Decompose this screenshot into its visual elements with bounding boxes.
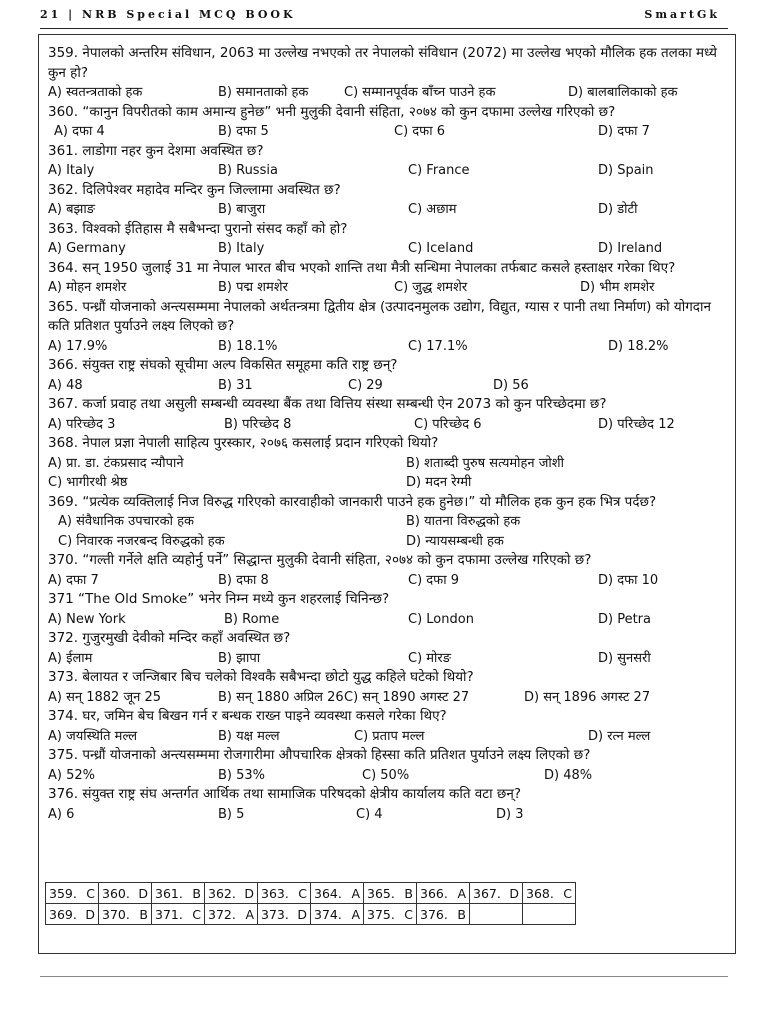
question-text: 367. कर्जा प्रवाह तथा असुली सम्बन्धी व्यवस्था बैंक तथा वित्तिय संस्था सम्बन्धी ऐन 2073 को कुन परिच्छेदमा छ? xyxy=(48,396,607,412)
option-b: B) शताब्दी पुरुष सत्यमोहन जोशी xyxy=(406,455,564,471)
question-text: 365. पन्ध्रौं योजनाको अन्त्यसम्ममा नेपालको अर्थतन्त्रमा द्वितीय क्षेत्र (उत्पादनमुलक उद्योग, विद्युत, ग्यास र पानी तथा निर्माण) को योगदान कति प्रतिशत पुर्याउने लक्ष्य लिएको छ? xyxy=(48,298,711,334)
option-d: D) डोटी xyxy=(598,202,638,217)
answer-cell xyxy=(99,904,152,925)
answer-question-number: 363. xyxy=(261,885,289,901)
option-a: A) जयस्थिति मल्ल xyxy=(48,728,138,744)
option-a: A) ईलाम xyxy=(48,650,93,666)
question-text: 370. “गल्ती गर्नेले क्षति व्यहोर्नु पर्ने” सिद्धान्त मुलुकी देवानी संहिता, २०७४ को कुन दफामा उल्लेख गरिएको छ? xyxy=(48,552,592,568)
answer-question-number: 370. xyxy=(102,906,130,922)
answer-question-number: 360. xyxy=(102,885,130,901)
option-d: D) 56 xyxy=(493,377,529,393)
options-row xyxy=(48,161,730,181)
question-text: 366. संयुक्त राष्ट्र संघको सूचीमा अल्प विकसित समूहमा कति राष्ट्र छन्? xyxy=(48,357,398,373)
option-a: A) मोहन शमशेर xyxy=(48,280,127,295)
question-text: 360. “कानुन विपरीतको काम अमान्य हुनेछ” भनी मुलुकी देवानी संहिता, २०७४ को कुन दफामा उल्लेख गरिएको छ? xyxy=(48,103,616,120)
option-b: B) पद्म शमशेर xyxy=(218,280,288,295)
question-text: 362. दिलिपेश्वर महादेव मन्दिर कुन जिल्लामा अवस्थित छ? xyxy=(48,181,341,198)
answer-cell xyxy=(152,904,205,925)
answer-letter: B xyxy=(457,906,466,922)
answer-question-number: 365. xyxy=(367,885,395,901)
answer-row xyxy=(46,883,576,904)
option-a: A) 6 xyxy=(48,806,75,822)
answer-letter: D xyxy=(244,885,254,901)
answer-question-number: 362. xyxy=(208,885,236,901)
option-c: C) Iceland xyxy=(408,241,474,256)
question-block xyxy=(48,220,730,259)
options-row xyxy=(48,278,730,298)
option-d: D) सन् 1896 अगस्ट 27 xyxy=(524,689,651,705)
option-a: A) Italy xyxy=(48,163,95,178)
option-b: B) 5 xyxy=(218,806,245,822)
option-b: B) यक्ष मल्ल xyxy=(218,728,280,744)
option-a: A) संवैधानिक उपचारको हक xyxy=(58,514,194,529)
question-text: 359. नेपालको अन्तरिम संविधान, 2063 मा उल्लेख नभएको तर नेपालको संविधान (2072) मा उल्लेख भएको मौलिक हक तलका मध्ये कुन हो? xyxy=(48,45,717,81)
question-block xyxy=(48,493,730,552)
answer-question-number: 373. xyxy=(261,906,289,922)
option-c: C) जुद्ध शमशेर xyxy=(394,280,468,295)
question-block xyxy=(48,298,730,357)
option-c: C) London xyxy=(408,611,474,627)
answer-question-number: 364. xyxy=(314,885,342,901)
question-block xyxy=(48,434,730,493)
option-d: D) दफा 10 xyxy=(598,572,659,588)
footer-rule xyxy=(40,976,728,977)
option-d: D) मदन रेग्मी xyxy=(406,475,472,490)
option-c: C) दफा 6 xyxy=(394,124,445,139)
option-b: B) Russia xyxy=(218,163,278,178)
option-c: C) France xyxy=(408,163,470,178)
option-c: C) भागीरथी श्रेष्ठ xyxy=(48,475,128,490)
option-c: C) अछाम xyxy=(408,202,457,217)
answer-cell xyxy=(470,904,523,925)
question-block xyxy=(48,746,730,785)
option-d: D) परिच्छेद 12 xyxy=(598,416,675,432)
option-a: A) New York xyxy=(48,611,126,627)
question-text: 368. नेपाल प्रज्ञा नेपाली साहित्य पुरस्कार, २०७६ कसलाई प्रदान गरिएको थियो? xyxy=(48,435,439,451)
option-b: B) 31 xyxy=(218,377,253,393)
answer-question-number: 361. xyxy=(155,885,183,901)
answer-letter: C xyxy=(298,885,307,901)
question-text: 364. सन् 1950 जुलाई 31 मा नेपाल भारत बीच भएको शान्ति तथा मैत्री सन्धिमा नेपालका तर्फबाट कसले हस्ताक्षर गरेका थिए? xyxy=(48,259,676,276)
options-row xyxy=(48,688,730,708)
option-b: B) परिच्छेद 8 xyxy=(224,416,292,432)
question-text: 369. “प्रत्येक व्यक्तिलाई निज विरुद्ध गरिएको कारवाहीको जानकारी पाउने हक हुनेछ।” यो मौलिक हक कुन हक भित्र पर्दछ? xyxy=(48,493,657,510)
answer-cell xyxy=(523,883,576,904)
options-row xyxy=(48,805,730,825)
option-d: D) दफा 7 xyxy=(598,124,650,139)
options-row xyxy=(48,727,730,747)
header-rule xyxy=(40,28,728,29)
question-text: 361. लाडोगा नहर कुन देशमा अवस्थित छ? xyxy=(48,142,264,159)
option-c: C) 50% xyxy=(362,767,410,783)
answer-cell xyxy=(311,904,364,925)
option-d: D) भीम शमशेर xyxy=(580,280,655,295)
answer-question-number: 374. xyxy=(314,906,342,922)
question-block xyxy=(48,668,730,707)
options-row xyxy=(48,83,730,103)
brand-name: SmartGk xyxy=(644,8,720,21)
option-a: A) सन् 1882 जून 25 xyxy=(48,689,161,705)
answer-cell xyxy=(417,904,470,925)
option-b: B) झापा xyxy=(218,650,261,666)
question-block xyxy=(48,629,730,668)
answer-question-number: 369. xyxy=(49,906,77,922)
option-c: C) परिच्छेद 6 xyxy=(414,416,482,432)
answer-cell xyxy=(99,883,152,904)
option-b: B) Italy xyxy=(218,241,265,256)
answer-cell xyxy=(364,904,417,925)
options-row xyxy=(48,512,730,551)
answer-question-number: 368. xyxy=(526,885,554,901)
option-d: D) Ireland xyxy=(598,241,663,256)
question-text: 372. गुजुरमुखी देवीको मन्दिर कहाँ अवस्थित छ? xyxy=(48,630,291,646)
answer-cell xyxy=(46,883,99,904)
options-row xyxy=(48,610,730,630)
option-a: A) Germany xyxy=(48,241,126,256)
answer-table xyxy=(45,882,576,925)
option-b: B) समानताको हक xyxy=(218,85,309,100)
question-text: 371 “The Old Smoke” भनेर निम्न मध्ये कुन शहरलाई चिनिन्छ? xyxy=(48,591,390,607)
option-a: A) 17.9% xyxy=(48,338,108,354)
answer-letter: D xyxy=(509,885,519,901)
option-a: A) दफा 4 xyxy=(54,124,105,139)
answer-row xyxy=(46,904,576,925)
header-left xyxy=(40,8,296,21)
question-block xyxy=(48,707,730,746)
option-c: C) 17.1% xyxy=(408,338,468,354)
option-d: D) बालबालिकाको हक xyxy=(568,85,678,100)
answer-letter: C xyxy=(404,906,413,922)
question-block xyxy=(48,259,730,298)
answer-cell xyxy=(46,904,99,925)
options-row xyxy=(48,200,730,220)
option-d: D) सुनसरी xyxy=(598,650,651,666)
option-b: B) 53% xyxy=(218,767,266,783)
option-b: B) दफा 5 xyxy=(218,124,269,139)
option-b: B) सन् 1880 अप्रिल 26 xyxy=(218,689,344,705)
option-c: C) मोरङ xyxy=(408,650,452,666)
answer-cell xyxy=(417,883,470,904)
option-a: A) परिच्छेद 3 xyxy=(48,416,116,432)
option-a: A) बझाङ xyxy=(48,202,95,217)
option-d: D) Spain xyxy=(598,163,654,178)
options-row xyxy=(48,571,730,591)
options-row xyxy=(48,766,730,786)
header-separator: | xyxy=(68,8,76,21)
answer-letter: D xyxy=(85,906,95,922)
option-a: A) दफा 7 xyxy=(48,572,99,588)
answer-letter: C xyxy=(563,885,572,901)
question-text: 375. पन्ध्रौं योजनाको अन्त्यसम्ममा रोजगारीमा औपचारिक क्षेत्रको हिस्सा कति प्रतिशत पुर्याउने लक्ष्य लिएको छ? xyxy=(48,747,591,763)
answer-cell xyxy=(470,883,523,904)
answer-question-number: 367. xyxy=(473,885,501,901)
answer-question-number: 376. xyxy=(420,906,448,922)
answer-letter: A xyxy=(351,885,360,901)
option-c: C) 4 xyxy=(356,806,383,822)
answer-cell xyxy=(364,883,417,904)
option-c: C) सम्मानपूर्वक बाँच्न पाउने हक xyxy=(344,85,496,100)
question-block xyxy=(48,142,730,181)
option-d: D) रत्न मल्ल xyxy=(588,728,651,744)
answer-question-number: 371. xyxy=(155,906,183,922)
answer-letter: A xyxy=(245,906,254,922)
options-row xyxy=(48,649,730,669)
option-d: D) 18.2% xyxy=(608,338,669,354)
option-d: D) Petra xyxy=(598,611,651,627)
option-c: C) निवारक नजरबन्द विरुद्धको हक xyxy=(58,533,225,549)
option-c: C) प्रताप मल्ल xyxy=(354,728,425,744)
answer-letter: A xyxy=(351,906,360,922)
option-b: B) Rome xyxy=(224,611,280,627)
options-row xyxy=(48,454,730,493)
answer-question-number: 375. xyxy=(367,906,395,922)
question-block xyxy=(48,356,730,395)
book-title: NRB Special MCQ BOOK xyxy=(82,8,296,21)
answer-cell xyxy=(205,883,258,904)
answer-letter: A xyxy=(457,885,466,901)
question-block xyxy=(48,181,730,220)
answer-letter: B xyxy=(404,885,413,901)
option-d: D) 3 xyxy=(496,806,524,822)
option-c: C) सन् 1890 अगस्ट 27 xyxy=(344,689,470,705)
question-block xyxy=(48,590,730,629)
option-b: B) 18.1% xyxy=(218,338,278,354)
question-text: 363. विश्वको ईतिहास मै सबैभन्दा पुरानो संसद कहाँ को हो? xyxy=(48,220,348,237)
option-b: B) यातना विरुद्धको हक xyxy=(406,514,521,529)
question-block xyxy=(48,103,730,142)
page-number: 21 xyxy=(40,8,62,21)
answer-question-number: 359. xyxy=(49,885,77,901)
question-text: 373. बेलायत र जन्जिबार बिच चलेको विश्वकै सबैभन्दा छोटो युद्ध कहिले घटेको थियो? xyxy=(48,669,474,685)
answer-letter: C xyxy=(192,906,201,922)
option-a: A) स्वतन्त्रताको हक xyxy=(48,85,143,100)
option-a: A) 52% xyxy=(48,767,95,783)
option-d: D) 48% xyxy=(544,767,593,783)
option-a: A) प्रा. डा. टंकप्रसाद न्यौपाने xyxy=(48,455,184,471)
page-header xyxy=(40,6,728,26)
answer-cell xyxy=(152,883,205,904)
option-d: D) न्यायसम्बन्धी हक xyxy=(406,533,504,549)
answer-letter: D xyxy=(297,906,307,922)
answer-question-number: 372. xyxy=(208,906,236,922)
answer-cell xyxy=(311,883,364,904)
question-list xyxy=(48,44,730,824)
options-row xyxy=(48,376,730,396)
question-block xyxy=(48,44,730,103)
answer-cell xyxy=(258,883,311,904)
question-block xyxy=(48,785,730,824)
question-block xyxy=(48,395,730,434)
option-a: A) 48 xyxy=(48,377,83,393)
answer-letter: B xyxy=(139,906,148,922)
question-text: 374. घर, जमिन बेच बिखन गर्न र बन्धक राख्न पाइने व्यवस्था कसले गरेका थिए? xyxy=(48,708,447,724)
option-c: C) 29 xyxy=(348,377,383,393)
option-c: C) दफा 9 xyxy=(408,572,459,588)
answer-question-number: 366. xyxy=(420,885,448,901)
answer-cell xyxy=(523,904,576,925)
answer-cell xyxy=(258,904,311,925)
answer-letter: B xyxy=(192,885,201,901)
question-text: 376. संयुक्त राष्ट्र संघ अन्तर्गत आर्थिक तथा सामाजिक परिषदको क्षेत्रीय कार्यालय कति वटा छन्? xyxy=(48,786,522,802)
option-b: B) बाजुरा xyxy=(218,202,266,217)
answer-letter: D xyxy=(138,885,148,901)
question-block xyxy=(48,551,730,590)
options-row xyxy=(48,337,730,357)
options-row xyxy=(48,415,730,435)
answer-letter: C xyxy=(86,885,95,901)
option-b: B) दफा 8 xyxy=(218,572,269,588)
options-row xyxy=(48,239,730,259)
answer-cell xyxy=(205,904,258,925)
options-row xyxy=(48,122,730,142)
